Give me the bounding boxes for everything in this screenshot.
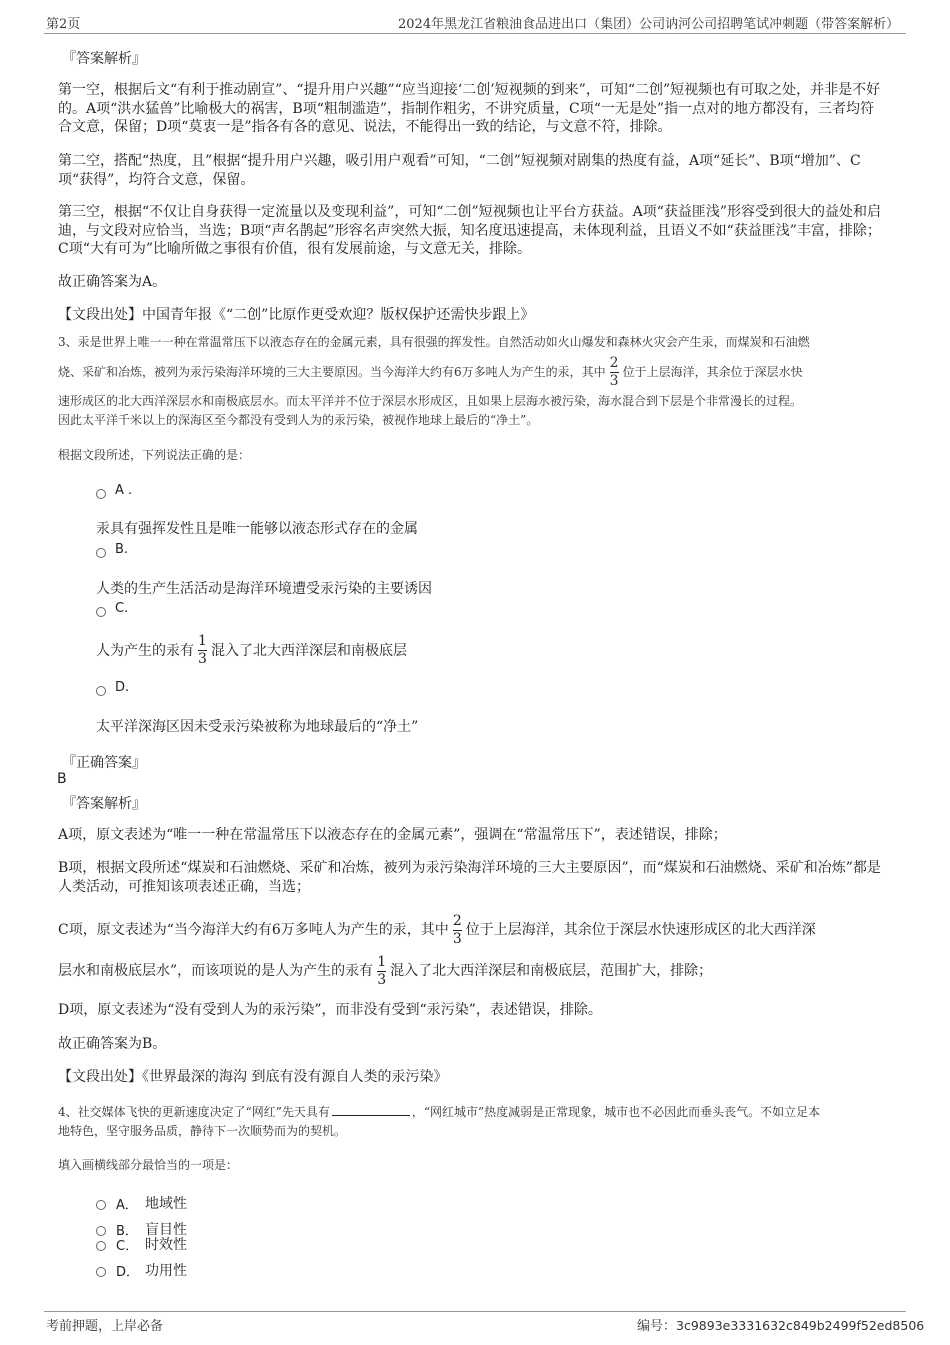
page-number: 第2页 [46, 17, 81, 32]
footer-code-label: 编号： [637, 1319, 677, 1334]
q3-option-b-label[interactable]: B. [115, 542, 129, 557]
q3-stem-line2-b: 位于上层海洋，其余位于深层水快 [622, 364, 803, 379]
q3-option-c-text-b: 混入了北大西洋深层和南极底层 [211, 643, 407, 659]
q4-stem-line1 [58, 1103, 904, 1122]
document-title: 2024年黑龙江省粮油食品进出口（集团）公司讷河公司招聘笔试冲刺题（带答案解析） [398, 17, 900, 32]
fraction-denominator: 3 [198, 650, 207, 667]
header-rule [44, 33, 906, 34]
q4-blank [332, 1105, 410, 1116]
q3-option-d-text: 太平洋深海区因未受汞污染被称为地球最后的“净土” [96, 719, 419, 735]
q3-analysis-b: B项，根据文段所述“煤炭和石油燃烧、采矿和冶炼，被列为汞污染海洋环境的三大主要原因”，而“煤炭和石油燃烧、采矿和冶炼”都是人类活动，可推知该项表述正确，当选； [58, 860, 881, 895]
q3-option-d-label[interactable]: D. [115, 680, 130, 695]
fraction-two-thirds [610, 355, 619, 390]
q3-option-a-radio[interactable] [96, 489, 106, 499]
q4-prompt: 填入画横线部分最恰当的一项是： [58, 1158, 239, 1172]
q3-analysis-label: 『答案解析』 [62, 796, 146, 812]
q3-option-c-radio[interactable] [96, 607, 106, 617]
q2-analysis-p3: 第三空，根据“不仅让自身获得一定流量以及变现利益”，可知“二创”短视频也让平台方获益。A项“获益匪浅”形容受到很大的益处和启迪，与文段对应恰当，当选；B项“声名鹊起”形容名声突然大振，知名度迅速提高，未体现利益，且语义不如“获益匪浅”丰富，排除；C项“大有可为”比喻所做之事很有价值，很有发展前途，与文意无关，排除。 [58, 204, 882, 257]
q3-option-c-text-a: 人为产生的汞有 [96, 643, 194, 659]
q3-option-a-text: 汞具有强挥发性且是唯一能够以液态形式存在的金属 [96, 521, 418, 537]
q3-prompt: 根据文段所述，下列说法正确的是： [58, 448, 251, 462]
q4-option-d-label[interactable]: D． [116, 1265, 140, 1280]
fraction-denominator: 3 [452, 930, 462, 947]
q3-stem-line1: 3、汞是世界上唯一一种在常温常压下以液态存在的金属元素，具有很强的挥发性。自然活动如火山爆发和森林火灾会产生汞，而煤炭和石油燃 [58, 335, 810, 349]
q3-conclusion: 故正确答案为B。 [58, 1036, 167, 1052]
q4-option-a-text[interactable]: 地域性 [145, 1196, 187, 1212]
q4-option-c-text[interactable]: 时效性 [145, 1237, 187, 1253]
fraction-denominator: 3 [377, 971, 387, 988]
q3-option-b-radio[interactable] [96, 548, 106, 558]
q3-analysis-c-2b: 混入了北大西洋深层和南极底层，范围扩大，排除； [390, 962, 713, 979]
fraction-numerator: 1 [377, 953, 387, 970]
q3-option-a-label[interactable]: A . [115, 483, 133, 498]
q2-analysis-p2: 第二空，搭配“热度，且”根据“提升用户兴趣，吸引用户观看”可知，“二创”短视频对剧集的热度有益，A项“延长”、B项“增加”、C项“获得”，均符合文意，保留。 [58, 153, 861, 188]
fraction-one-third [198, 633, 207, 668]
q3-option-c-label[interactable]: C. [115, 601, 129, 616]
q3-analysis-c-line2 [58, 951, 886, 991]
fraction-numerator: 2 [452, 912, 462, 929]
fraction-numerator: 1 [198, 632, 207, 649]
q4-option-a-label[interactable]: A． [116, 1198, 138, 1213]
q3-option-d-radio[interactable] [96, 686, 106, 696]
footer-slogan: 考前押题，上岸必备 [46, 1319, 164, 1334]
q4-stem-b: ，“网红城市”热度减弱是正常现象，城市也不必因此而垂头丧气。不如立足本 [411, 1105, 821, 1119]
q3-source: 【文段出处】《世界最深的海沟 到底有没有源自人类的汞污染》 [58, 1069, 448, 1085]
q3-analysis-c-1a: C项，原文表述为“当今海洋大约有6万多吨人为产生的汞，其中 [58, 921, 449, 938]
q2-source: 【文段出处】中国青年报《“二创”比原作更受欢迎？版权保护还需快步跟上》 [58, 307, 535, 323]
q2-conclusion: 故正确答案为A。 [58, 274, 167, 290]
footer-rule [44, 1311, 906, 1312]
fraction-one-third [377, 954, 386, 989]
q3-analysis-c-1b: 位于上层海洋，其余位于深层水快速形成区的北大西洋深 [465, 921, 816, 938]
q4-option-b-label[interactable]: B． [116, 1224, 138, 1239]
q2-analysis-label: 『答案解析』 [62, 51, 146, 67]
q3-analysis-c-2a: 层水和南极底层水”，而该项说的是人为产生的汞有 [58, 962, 374, 979]
q4-stem-a: 4、社交媒体飞快的更新速度决定了“网红”先天具有 [58, 1105, 330, 1119]
q3-stem-line3: 速形成区的北大西洋深层水和南极底层水。而太平洋并不位于深层水形成区，且如果上层海水被污染，海水混合到下层是个非常漫长的过程。 [58, 394, 803, 408]
fraction-denominator: 3 [609, 372, 619, 389]
q2-analysis-p1: 第一空，根据后文“有利于推动剧宣”、“提升用户兴趣”“应当迎接‘二创’短视频的到来”，可知“二创”短视频也有可取之处，并非是不好的。A项“洪水猛兽”比喻极大的祸害，B项“粗制滥造”，指制作粗劣，不讲究质量，C项“一无是处”指一点对的地方都没有，三者均符合文意，保留；D项“莫衷一是”指各有各的意见、说法，不能得出一致的结论，与文意不符，排除。 [58, 82, 881, 135]
q4-option-b-radio[interactable] [96, 1226, 106, 1236]
q3-analysis-c-line1 [58, 910, 886, 950]
q4-option-a-radio[interactable] [96, 1200, 106, 1210]
q4-option-c-label[interactable]: C． [116, 1239, 139, 1254]
q4-option-d-text[interactable]: 功用性 [145, 1263, 187, 1279]
q3-stem-line2 [58, 352, 904, 392]
q3-option-b-text: 人类的生产生活活动是海洋环境遭受汞污染的主要诱因 [96, 581, 432, 597]
q4-option-b-text[interactable]: 盲目性 [145, 1222, 187, 1238]
q4-option-d-radio[interactable] [96, 1267, 106, 1277]
fraction-two-thirds [453, 913, 462, 948]
q3-answer: B [57, 771, 67, 787]
q4-stem-line2: 地特色，坚守服务品质，静待下一次顺势而为的契机。 [58, 1124, 347, 1138]
q3-option-c-text [96, 630, 407, 670]
q3-analysis-d: D项，原文表述为“没有受到人为的汞污染”，而非没有受到“汞污染”，表述错误，排除。 [58, 1002, 602, 1018]
footer-code-value: 3c9893e3331632c849b2499f52ed8506 [676, 1318, 925, 1333]
footer-code [637, 1315, 924, 1334]
q4-option-c-radio[interactable] [96, 1241, 106, 1251]
q3-stem-line4: 因此太平洋千米以上的深海区至今都没有受到人为的汞污染，被视作地球上最后的“净土”。 [58, 413, 539, 427]
q3-stem-line2-a: 烧、采矿和冶炼，被列为汞污染海洋环境的三大主要原因。当今海洋大约有6万多吨人为产生的汞，其中 [58, 364, 606, 379]
q3-analysis-a: A项，原文表述为“唯一一种在常温常压下以液态存在的金属元素”，强调在“常温常压下”，表述错误，排除； [58, 827, 727, 843]
fraction-numerator: 2 [609, 354, 619, 371]
q3-answer-label: 『正确答案』 [62, 755, 146, 771]
